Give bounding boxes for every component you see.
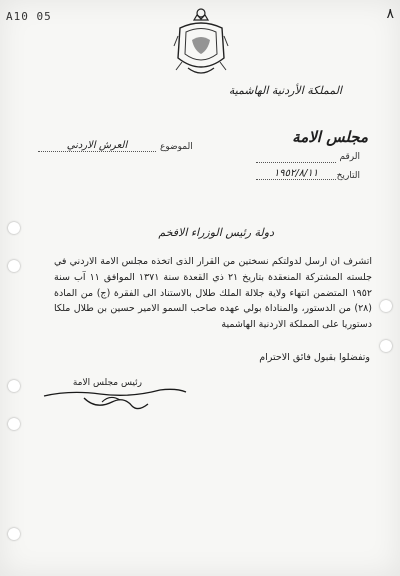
date-label: التاريخ [336, 171, 360, 181]
signer-title: رئيس مجلس الامة [72, 378, 142, 388]
reference-label: الرقم [339, 152, 360, 162]
page-number: ٨ [386, 6, 394, 22]
punch-hole [8, 222, 20, 234]
addressee: دولة رئيس الوزراء الافخم [158, 226, 274, 239]
punch-hole [8, 418, 20, 430]
punch-hole [8, 260, 20, 272]
subject-value: العرش الاردني [38, 140, 156, 152]
date-value: ١٩٥٢/٨/١١ [256, 168, 336, 180]
punch-hole [8, 528, 20, 540]
letter-body: اتشرف ان ارسل لدولتكم نسختين من القرار الذى اتخذه مجلس الامة الاردني في جلسته المشتركة المنعقدة بتاريخ ٢١ ذي القعدة سنة ١٣٧١ الموافق ١١ آب سنة ١٩٥٢ المتضمن انتهاء ولاية جلالة الملك طلال بالاستناد الى الفقرة (ج) من المادة (٢٨) من الدستور، والمناداة بولي عهده صاحب السمو الامير حسين بن طلال ملكا دستوريا على المملكة الاردنية الهاشمية [54, 256, 372, 331]
punch-hole [380, 340, 392, 352]
kingdom-name: المملكة الأردنية الهاشمية [228, 84, 342, 97]
subject-label: الموضوع [160, 142, 193, 152]
council-name: مجلس الامة [292, 128, 368, 146]
archive-reference: A10 05 [6, 10, 52, 23]
reference-value [256, 150, 336, 163]
closing-line: وتفضلوا بقبول فائق الاحترام [259, 352, 370, 363]
royal-emblem-icon [172, 6, 230, 80]
punch-hole [8, 380, 20, 392]
punch-hole [380, 300, 392, 312]
signature-icon [40, 376, 190, 414]
